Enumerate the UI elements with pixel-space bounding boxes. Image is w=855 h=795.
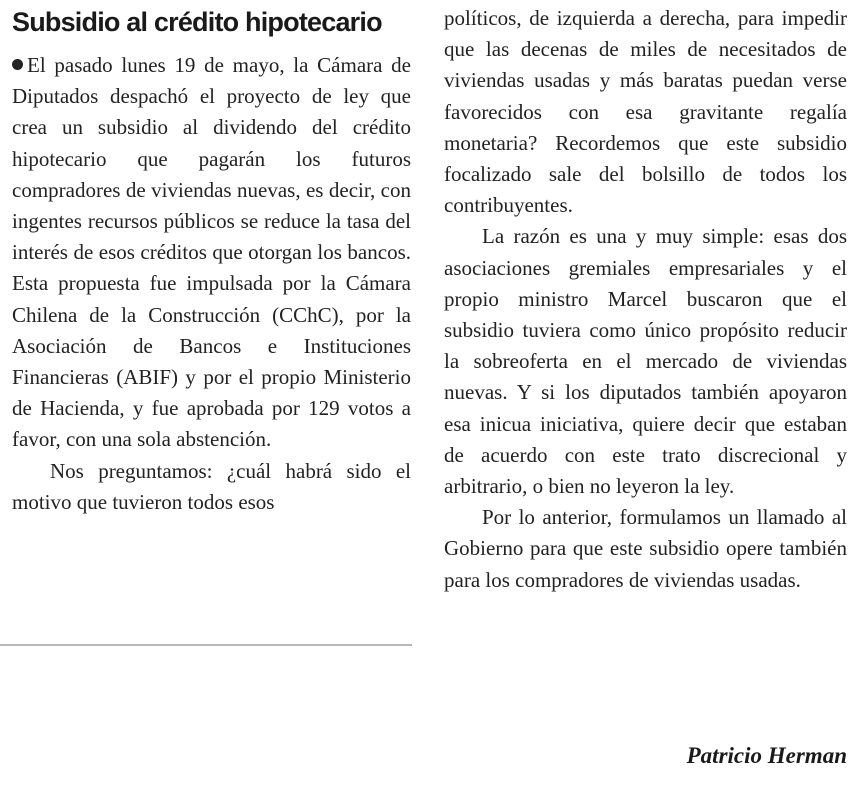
- bullet-icon: [12, 59, 23, 70]
- paragraph-1-text: El pasado lunes 19 de mayo, la Cámara de Diputados despachó el proyecto de ley que crea un subsidio al dividendo del crédito hipotecario que pagarán los futuros compradores de viviendas nuevas, es decir, con ingentes recursos públicos se reduce la tasa del interés de esos créditos que otorgan los bancos. Esta propuesta fue impulsada por la Cámara Chilena de la Construcción (CChC), por la Asociación de Bancos e Instituciones Financieras (ABIF) y por el propio Ministerio de Hacienda, y fue aprobada por 129 votos a favor, con una sola abstención.: [12, 53, 411, 452]
- column-divider-rule: [0, 644, 412, 646]
- paragraph-2: Nos preguntamos: ¿cuál habrá sido el motivo que tuvieron todos esos: [12, 458, 411, 514]
- column-right: [444, 3, 847, 596]
- headline: Subsidio al crédito hipotecario: [12, 7, 382, 37]
- column-left: [12, 50, 411, 518]
- paragraph-2-continued: políticos, de izquierda a derecha, para impedir que las decenas de miles de necesitados de viviendas usadas y más baratas puedan verse favorecidos con esa gravitante regalía monetaria? Recordemos que este subsidio focalizado sale del bolsillo de todos los contribuyentes.: [444, 6, 847, 218]
- paragraph-4: Por lo anterior, formulamos un llamado al Gobierno para que este subsidio opere también para los compradores de viviendas usadas.: [444, 505, 847, 592]
- paragraph-3: La razón es una y muy simple: esas dos asociaciones gremiales empresariales y el propio ministro Marcel buscaron que el subsidio tuviera como único propósito reducir la sobreoferta en el mercado de viviendas nuevas. Y si los diputados también apoyaron esa inicua iniciativa, quiere decir que estaban de acuerdo con este trato discrecional y arbitrario, o bien no leyeron la ley.: [444, 224, 847, 499]
- author-signature: Patricio Herman: [686, 743, 847, 768]
- paragraph-1: [12, 50, 411, 456]
